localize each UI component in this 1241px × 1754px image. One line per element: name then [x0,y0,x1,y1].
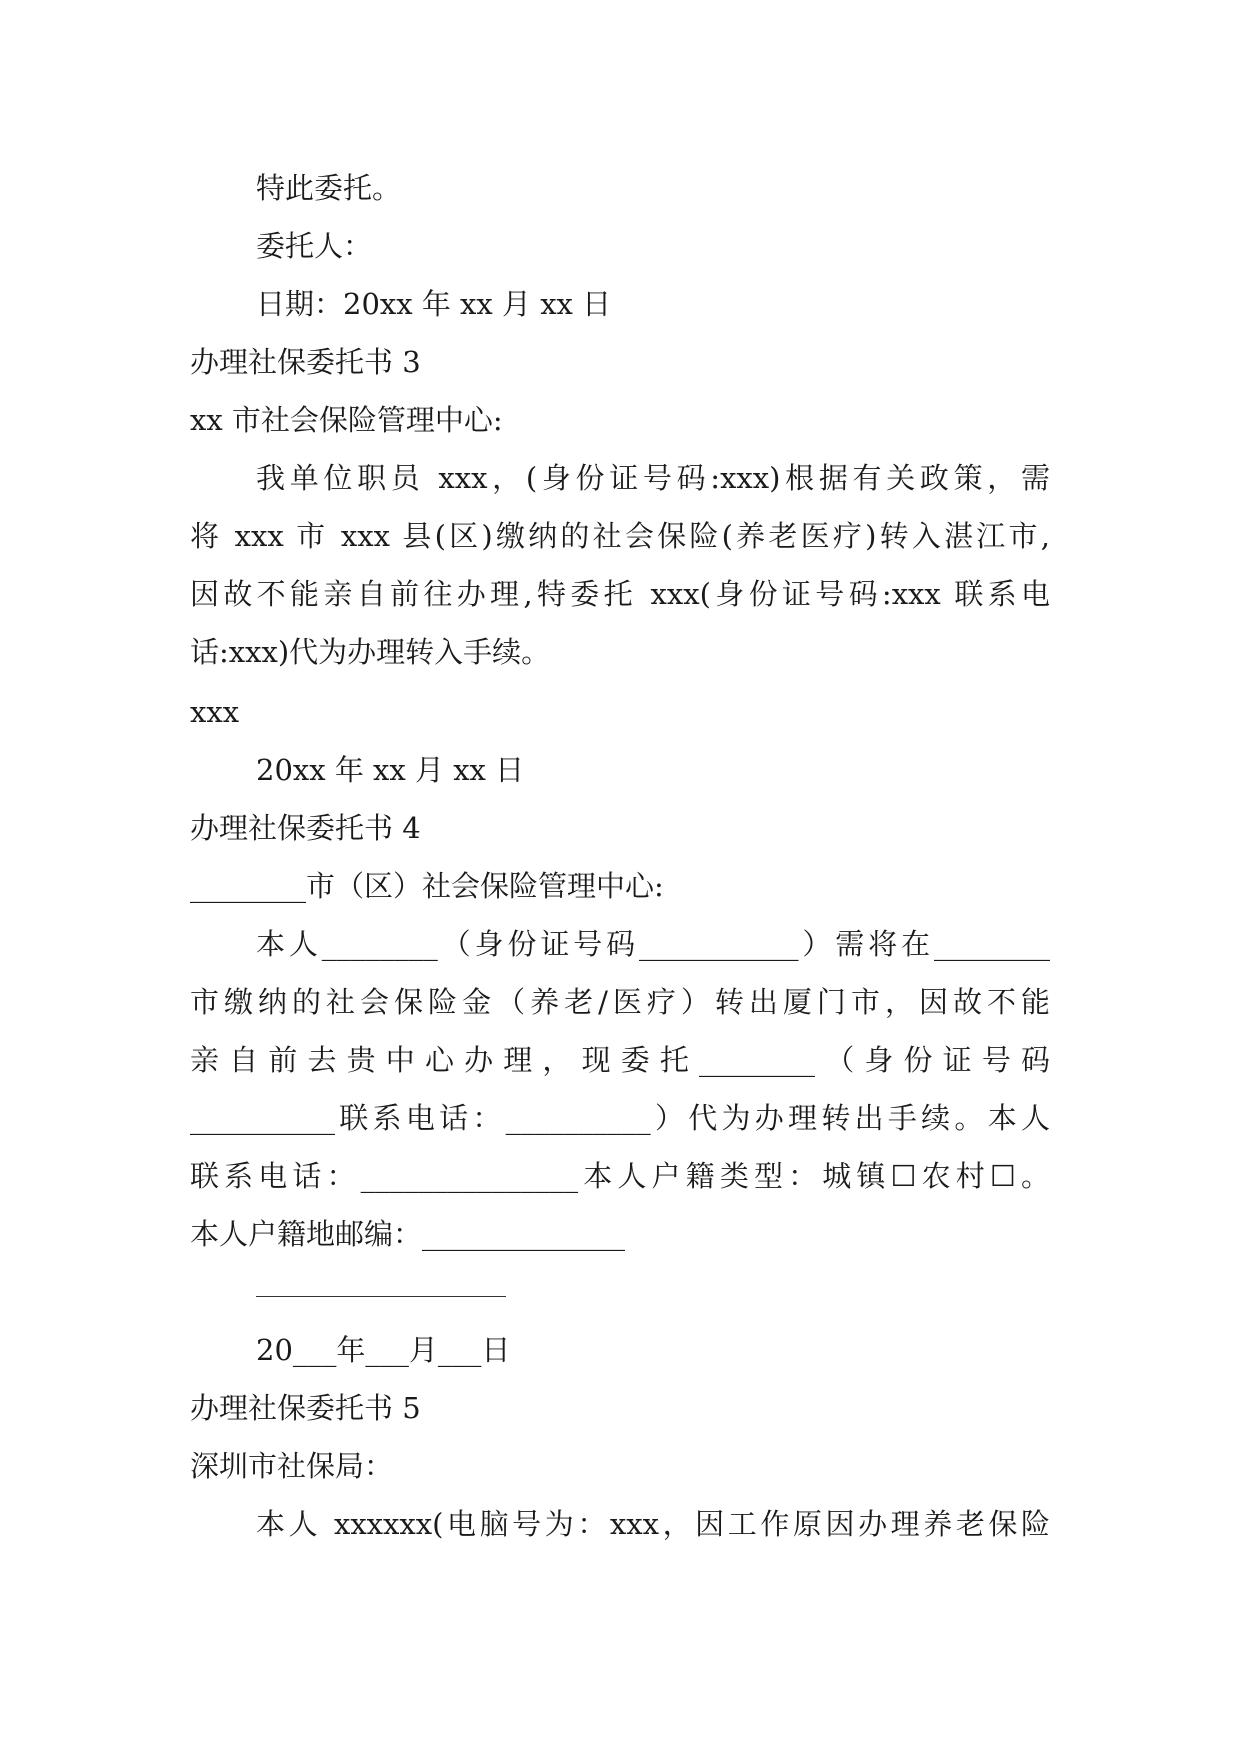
letter3-body-line: 我单位职员 xxx，(身份证号码:xxx)根据有关政策，需 [256,461,1050,495]
letter3-signer: xxx [190,695,240,729]
letter4-addressee: ________市（区）社会保险管理中心: [190,869,664,903]
closing-text: 特此委托。 [256,171,402,205]
date-line: 日期：20xx 年 xx 月 xx 日 [256,287,612,321]
letter5-title: 办理社保委托书 5 [190,1391,421,1425]
letter5-body-line: 本人 xxxxxx(电脑号为：xxx，因工作原因办理养老保险 [256,1507,1050,1541]
letter4-body-line: 本人户籍地邮编：______________ [190,1217,626,1251]
letter4-body-line: 联系电话：_______________本人户籍类型：城镇☐农村☐。 [190,1159,1050,1193]
letter3-body-line: 将 xxx 市 xxx 县(区)缴纳的社会保险(养老医疗)转入湛江市, [190,519,1050,553]
letter4-body-line: 本人________（身份证号码___________）需将在________ [256,927,1050,961]
letter4-body-line: 市缴纳的社会保险金（养老/医疗）转出厦门市，因故不能 [190,985,1050,1019]
letter3-body-line: 话:xxx)代为办理转入手续。 [190,635,551,669]
letter5-addressee: 深圳市社保局： [190,1449,394,1483]
letter3-body-line: 因故不能亲自前往办理,特委托 xxx(身份证号码:xxx 联系电 [190,577,1050,611]
letter4-date: 20___年___月___日 [256,1333,511,1367]
letter4-title: 办理社保委托书 4 [190,811,421,845]
signature-line [256,1296,506,1297]
letter4-body-line: __________联系电话：__________）代为办理转出手续。本人 [190,1101,1050,1135]
letter4-body-line: 亲自前去贵中心办理，现委托________（身份证号码 [190,1043,1050,1077]
letter3-title: 办理社保委托书 3 [190,345,421,379]
letter3-date: 20xx 年 xx 月 xx 日 [256,753,525,787]
principal-label: 委托人： [256,229,373,263]
letter3-addressee: xx 市社会保险管理中心: [190,403,503,437]
